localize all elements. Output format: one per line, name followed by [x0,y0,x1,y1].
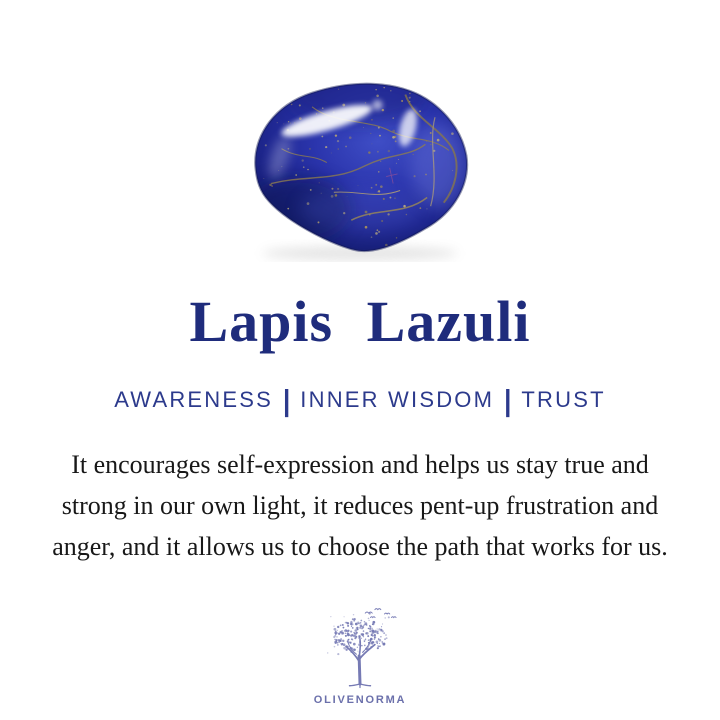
brand-name: OLIVENORMA [313,693,407,706]
keyword-trust: TRUST [521,387,606,413]
brand-logo [314,607,407,706]
lapis-lazuli-stone-photo [219,44,501,262]
olive-tree-with-birds-icon [316,607,404,691]
keyword-awareness: AWARENESS [114,387,274,413]
description-line: anger, and it allows us to choose the path that works for us. [52,531,668,561]
description-line: It encourages self-expression and helps us stay true and [71,449,649,479]
description [15,444,705,567]
lapis-lazuli-stone-image [219,44,501,262]
keywords-row [114,382,606,418]
keyword-separator: | [504,382,512,418]
tree-canopy-dots [327,612,390,655]
keyword-inner-wisdom: INNER WISDOM [300,387,495,413]
tree-trunk [346,638,375,687]
keyword-separator: | [283,382,291,418]
page-title: Lapis Lazuli [189,289,531,354]
description-line: strong in our own light, it reduces pent-up frustration and [61,490,659,520]
